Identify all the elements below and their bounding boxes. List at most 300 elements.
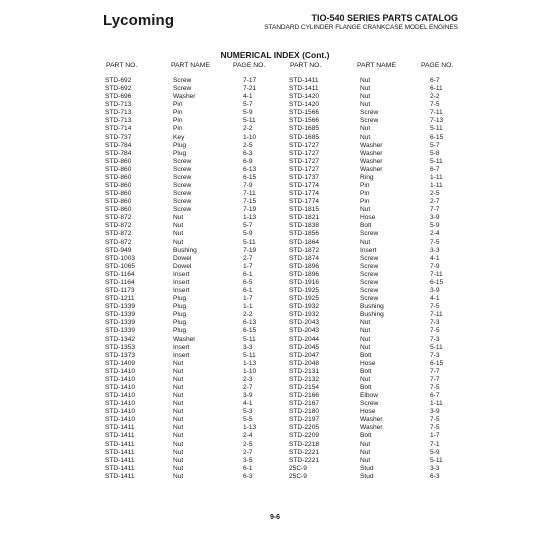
- table-row: [0, 77, 550, 85]
- part-name-cell: Pin: [360, 198, 370, 206]
- part-name-cell: Nut: [360, 319, 371, 327]
- part-no-cell: STD-1815: [289, 206, 320, 214]
- page-no-cell: 1-11: [430, 182, 443, 190]
- part-name-cell: Nut: [360, 206, 371, 214]
- table-row: [0, 424, 550, 432]
- page-no-cell: 4-1: [430, 254, 440, 262]
- part-no-cell: STD-1727: [289, 165, 320, 173]
- part-name-cell: Insert: [173, 278, 190, 286]
- part-name-cell: Elbow: [360, 392, 378, 400]
- part-name-cell: Nut: [173, 367, 184, 375]
- part-name-cell: Insert: [173, 287, 190, 295]
- part-name-cell: Washer: [360, 424, 383, 432]
- part-name-cell: Screw: [360, 262, 379, 270]
- part-name-cell: Plug: [173, 327, 187, 335]
- table-row: [0, 392, 550, 400]
- part-no-cell: STD-1420: [289, 93, 320, 101]
- catalog-subtitle: STANDARD CYLINDER FLANGE CRANKCASE MODEL ENGINES: [264, 24, 458, 31]
- part-name-cell: Screw: [173, 173, 192, 181]
- table-row: [0, 336, 550, 344]
- part-name-cell: Nut: [173, 408, 184, 416]
- page-no-cell: 5-11: [243, 351, 256, 359]
- part-name-cell: Nut: [173, 222, 184, 230]
- part-name-cell: Nut: [173, 432, 184, 440]
- column-header: PART NAME: [171, 62, 210, 69]
- page-no-cell: 3-5: [243, 456, 253, 464]
- part-no-cell: STD-860: [105, 206, 132, 214]
- part-no-cell: STD-784: [105, 141, 132, 149]
- table-row: [0, 158, 550, 166]
- part-name-cell: Nut: [173, 464, 184, 472]
- part-name-cell: Nut: [173, 400, 184, 408]
- part-no-cell: STD-1339: [105, 311, 136, 319]
- part-no-cell: STD-2048: [289, 359, 320, 367]
- page-no-cell: 7-11: [430, 311, 443, 319]
- part-no-cell: STD-1411: [105, 456, 135, 464]
- page-no-cell: 7-9: [243, 182, 253, 190]
- part-no-cell: STD-1373: [105, 351, 136, 359]
- page-no-cell: 7-5: [430, 424, 440, 432]
- part-name-cell: Nut: [360, 77, 371, 84]
- section-title: NUMERICAL INDEX (Cont.): [220, 50, 330, 60]
- part-no-cell: STD-1164: [105, 270, 135, 278]
- part-no-cell: STD-696: [105, 93, 132, 101]
- page-no-cell: 7-7: [430, 367, 440, 375]
- part-no-cell: STD-714: [105, 125, 132, 133]
- part-name-cell: Nut: [360, 93, 371, 101]
- page-no-cell: 7-11: [430, 270, 443, 278]
- page-no-cell: 2-7: [430, 198, 440, 206]
- table-row: [0, 255, 550, 263]
- page-no-cell: 2-2: [243, 311, 253, 319]
- part-name-cell: Screw: [360, 230, 379, 238]
- part-name-cell: Nut: [360, 456, 371, 464]
- page-no-cell: 2-2: [243, 125, 253, 133]
- part-no-cell: STD-1774: [289, 190, 320, 198]
- column-header: PART NO.: [106, 62, 138, 69]
- part-no-cell: STD-1420: [289, 101, 320, 109]
- page-no-cell: 7-17: [243, 77, 257, 84]
- part-name-cell: Screw: [173, 157, 192, 165]
- table-row: [0, 166, 550, 174]
- page-no-cell: 5-9: [430, 448, 440, 456]
- page-no-cell: 3-3: [430, 464, 440, 472]
- table-row: [0, 319, 550, 327]
- part-no-cell: STD-1411: [105, 432, 135, 440]
- page-no-cell: 6-1: [243, 464, 253, 472]
- table-row: [0, 263, 550, 271]
- part-name-cell: Nut: [360, 133, 371, 141]
- part-name-cell: Nut: [173, 359, 184, 367]
- part-name-cell: Screw: [360, 109, 379, 117]
- part-no-cell: STD-860: [105, 157, 132, 165]
- part-no-cell: STD-1410: [105, 392, 136, 400]
- table-row: [0, 441, 550, 449]
- table-row: [0, 134, 550, 142]
- part-no-cell: STD-1896: [289, 262, 320, 270]
- part-no-cell: STD-1566: [289, 117, 320, 125]
- page-no-cell: 6-7: [430, 77, 440, 84]
- page-no-cell: 5-9: [243, 109, 253, 117]
- page-no-cell: 6-11: [430, 85, 443, 93]
- part-name-cell: Insert: [173, 343, 190, 351]
- part-no-cell: 25C-9: [289, 464, 307, 472]
- part-no-cell: STD-872: [105, 214, 132, 222]
- part-name-cell: Insert: [173, 270, 190, 278]
- table-row: [0, 432, 550, 440]
- page-no-cell: 5-3: [243, 408, 253, 416]
- brand-logo-text: Lycoming: [103, 12, 175, 29]
- part-no-cell: STD-860: [105, 165, 132, 173]
- table-row: [0, 449, 550, 457]
- part-name-cell: Screw: [360, 287, 379, 295]
- page-no-cell: 5-5: [243, 416, 253, 424]
- part-no-cell: STD-1339: [105, 319, 136, 327]
- table-row: [0, 295, 550, 303]
- page-no-cell: 3-9: [243, 392, 253, 400]
- part-no-cell: STD-1685: [289, 133, 320, 141]
- page-no-cell: 1-11: [430, 173, 443, 181]
- page-number: 9-6: [269, 514, 281, 521]
- table-row: [0, 174, 550, 182]
- page-no-cell: 7-5: [430, 416, 440, 424]
- part-name-cell: Pin: [360, 190, 370, 198]
- table-row: [0, 247, 550, 255]
- page-no-cell: 7-5: [430, 101, 440, 109]
- part-name-cell: Plug: [173, 319, 187, 327]
- page-no-cell: 6-7: [430, 165, 440, 173]
- part-name-cell: Nut: [360, 335, 371, 343]
- part-no-cell: STD-872: [105, 238, 132, 246]
- page-no-cell: 7-5: [430, 383, 440, 391]
- part-name-cell: Screw: [360, 400, 379, 408]
- part-no-cell: STD-1211: [105, 295, 135, 303]
- part-name-cell: Nut: [173, 456, 184, 464]
- part-name-cell: Pin: [173, 117, 183, 125]
- part-no-cell: STD-1916: [289, 278, 320, 286]
- page-no-cell: 2-7: [243, 448, 253, 456]
- part-no-cell: STD-1727: [289, 149, 320, 157]
- page-no-cell: 1-13: [243, 359, 257, 367]
- part-no-cell: STD-1896: [289, 270, 320, 278]
- part-no-cell: STD-713: [105, 109, 132, 117]
- part-name-cell: Washer: [360, 157, 383, 165]
- part-no-cell: STD-2180: [289, 408, 320, 416]
- part-no-cell: STD-2047: [289, 351, 320, 359]
- part-no-cell: STD-2197: [289, 416, 320, 424]
- part-no-cell: STD-2221: [289, 448, 320, 456]
- page-no-cell: 6-5: [243, 278, 253, 286]
- part-name-cell: Nut: [173, 448, 184, 456]
- part-no-cell: STD-1410: [105, 375, 136, 383]
- page-no-cell: 6-13: [243, 165, 257, 173]
- page-no-cell: 3-3: [430, 246, 440, 254]
- table-row: [0, 142, 550, 150]
- part-no-cell: STD-1727: [289, 157, 320, 165]
- table-row: [0, 222, 550, 230]
- table-row: [0, 101, 550, 109]
- part-name-cell: Nut: [173, 214, 184, 222]
- table-row: [0, 190, 550, 198]
- page-no-cell: 5-7: [243, 101, 253, 109]
- part-no-cell: STD-1411: [105, 448, 135, 456]
- part-no-cell: STD-713: [105, 101, 132, 109]
- page-no-cell: 7-3: [430, 319, 440, 327]
- page-no-cell: 6-15: [430, 133, 444, 141]
- part-no-cell: STD-1925: [289, 295, 320, 303]
- part-name-cell: Screw: [173, 85, 192, 93]
- table-row: [0, 93, 550, 101]
- part-name-cell: Plug: [173, 141, 187, 149]
- table-row: [0, 214, 550, 222]
- part-name-cell: Bolt: [360, 222, 372, 230]
- table-row: [0, 457, 550, 465]
- page-no-cell: 6-15: [243, 327, 257, 335]
- page-no-cell: 7-13: [430, 117, 444, 125]
- part-no-cell: STD-1410: [105, 383, 136, 391]
- part-name-cell: Screw: [360, 278, 379, 286]
- page-no-cell: 5-11: [430, 343, 443, 351]
- page-no-cell: 6-13: [243, 319, 257, 327]
- page-no-cell: 5-11: [430, 456, 443, 464]
- page-no-cell: 6-7: [430, 392, 440, 400]
- table-row: [0, 400, 550, 408]
- table-row: [0, 408, 550, 416]
- part-name-cell: Stud: [360, 472, 374, 480]
- part-no-cell: STD-1003: [105, 254, 136, 262]
- part-name-cell: Nut: [360, 327, 371, 335]
- part-name-cell: Nut: [360, 448, 371, 456]
- page-no-cell: 1-1: [243, 303, 253, 311]
- part-name-cell: Nut: [173, 424, 184, 432]
- page-no-cell: 6-1: [243, 270, 253, 278]
- part-name-cell: Nut: [173, 230, 184, 238]
- part-no-cell: STD-1932: [289, 311, 320, 319]
- part-no-cell: STD-1353: [105, 343, 136, 351]
- table-row: [0, 109, 550, 117]
- part-no-cell: STD-1727: [289, 141, 320, 149]
- part-name-cell: Washer: [173, 93, 196, 101]
- column-header: PAGE NO.: [421, 62, 454, 69]
- part-no-cell: STD-860: [105, 198, 132, 206]
- part-name-cell: Dowel: [173, 262, 192, 270]
- page-no-cell: 3-9: [430, 287, 440, 295]
- part-no-cell: STD-1874: [289, 254, 320, 262]
- page-no-cell: 6-3: [243, 149, 253, 157]
- part-no-cell: STD-713: [105, 117, 132, 125]
- part-name-cell: Stud: [360, 464, 374, 472]
- page-no-cell: 3-9: [430, 408, 440, 416]
- part-name-cell: Nut: [173, 416, 184, 424]
- table-row: [0, 117, 550, 125]
- part-name-cell: Pin: [173, 125, 183, 133]
- page-no-cell: 4-1: [243, 400, 253, 408]
- part-name-cell: Pin: [360, 182, 370, 190]
- catalog-title: TIO-540 SERIES PARTS CATALOG: [311, 13, 458, 23]
- part-name-cell: Nut: [360, 343, 371, 351]
- page-no-cell: 6-9: [243, 157, 253, 165]
- page-no-cell: 7-5: [430, 303, 440, 311]
- part-name-cell: Hose: [360, 359, 376, 367]
- page-no-cell: 6-15: [430, 359, 444, 367]
- page-no-cell: 7-19: [243, 206, 257, 214]
- table-row: [0, 376, 550, 384]
- page-no-cell: 2-5: [430, 190, 440, 198]
- page-no-cell: 6-15: [430, 278, 444, 286]
- page-no-cell: 7-7: [430, 375, 440, 383]
- page-no-cell: 7-21: [243, 85, 257, 93]
- part-no-cell: STD-1410: [105, 367, 136, 375]
- part-no-cell: STD-1411: [105, 464, 135, 472]
- part-name-cell: Washer: [360, 149, 383, 157]
- page-no-cell: 7-19: [243, 246, 257, 254]
- table-row: [0, 384, 550, 392]
- page-no-cell: 6-15: [243, 173, 257, 181]
- part-name-cell: Nut: [360, 440, 371, 448]
- part-no-cell: STD-2166: [289, 392, 320, 400]
- page-no-cell: 7-11: [430, 109, 443, 117]
- part-name-cell: Screw: [173, 190, 192, 198]
- part-name-cell: Nut: [173, 375, 184, 383]
- part-no-cell: STD-1838: [289, 222, 320, 230]
- part-name-cell: Nut: [360, 375, 371, 383]
- part-name-cell: Bolt: [360, 351, 372, 359]
- part-no-cell: STD-2205: [289, 424, 320, 432]
- part-no-cell: STD-737: [105, 133, 132, 141]
- page-no-cell: 6-1: [243, 287, 253, 295]
- index-table: [0, 77, 550, 481]
- page-no-cell: 2-3: [243, 375, 253, 383]
- part-name-cell: Plug: [173, 311, 187, 319]
- table-row: [0, 230, 550, 238]
- part-name-cell: Screw: [360, 270, 379, 278]
- part-name-cell: Nut: [173, 472, 184, 480]
- column-header: PART NO.: [290, 62, 322, 69]
- part-no-cell: STD-1409: [105, 359, 136, 367]
- part-name-cell: Screw: [360, 254, 379, 262]
- part-name-cell: Nut: [173, 238, 184, 246]
- part-name-cell: Dowel: [173, 254, 192, 262]
- column-header: PAGE NO.: [233, 62, 266, 69]
- table-row: [0, 182, 550, 190]
- part-no-cell: STD-1821: [289, 214, 320, 222]
- page-no-cell: 5-7: [430, 141, 440, 149]
- column-header: PART NAME: [357, 62, 396, 69]
- part-no-cell: STD-860: [105, 182, 132, 190]
- part-name-cell: Screw: [173, 77, 192, 84]
- part-no-cell: STD-1339: [105, 303, 136, 311]
- part-name-cell: Hose: [360, 214, 376, 222]
- table-row: [0, 303, 550, 311]
- part-no-cell: STD-1566: [289, 109, 320, 117]
- part-name-cell: Bushing: [360, 311, 384, 319]
- part-no-cell: STD-1737: [289, 173, 320, 181]
- page-no-cell: 1-13: [243, 424, 257, 432]
- part-name-cell: Bushing: [360, 303, 384, 311]
- table-row: [0, 344, 550, 352]
- part-no-cell: STD-2209: [289, 432, 320, 440]
- page-no-cell: 5-11: [430, 125, 443, 133]
- part-name-cell: Nut: [360, 85, 371, 93]
- part-name-cell: Plug: [173, 303, 187, 311]
- page-no-cell: 7-11: [243, 190, 256, 198]
- part-name-cell: Screw: [360, 117, 379, 125]
- part-name-cell: Washer: [360, 165, 383, 173]
- part-no-cell: STD-1856: [289, 230, 320, 238]
- page-no-cell: 5-9: [243, 230, 253, 238]
- page-no-cell: 7-7: [430, 206, 440, 214]
- part-no-cell: STD-692: [105, 85, 132, 93]
- page-no-cell: 1-10: [243, 367, 257, 375]
- page-no-cell: 7-3: [430, 335, 440, 343]
- part-no-cell: STD-860: [105, 173, 132, 181]
- part-name-cell: Insert: [360, 246, 377, 254]
- part-no-cell: STD-1410: [105, 408, 136, 416]
- part-name-cell: Nut: [360, 238, 371, 246]
- page-no-cell: 2-5: [243, 141, 253, 149]
- part-no-cell: STD-1164: [105, 278, 135, 286]
- part-name-cell: Nut: [360, 125, 371, 133]
- table-row: [0, 368, 550, 376]
- part-no-cell: STD-1339: [105, 327, 136, 335]
- part-no-cell: STD-1411: [289, 85, 319, 93]
- part-no-cell: STD-1342: [105, 335, 136, 343]
- page-no-cell: 5-8: [430, 149, 440, 157]
- page-no-cell: 7-1: [430, 440, 440, 448]
- page-no-cell: 5-9: [430, 222, 440, 230]
- part-name-cell: Bolt: [360, 367, 372, 375]
- part-name-cell: Washer: [360, 141, 383, 149]
- part-no-cell: STD-784: [105, 149, 132, 157]
- table-row: [0, 279, 550, 287]
- table-row: [0, 125, 550, 133]
- table-row: [0, 360, 550, 368]
- part-no-cell: STD-2043: [289, 327, 320, 335]
- page-no-cell: 7-15: [243, 198, 257, 206]
- part-name-cell: Bolt: [360, 383, 372, 391]
- page-no-cell: 2-7: [243, 383, 253, 391]
- page-no-cell: 7-3: [430, 351, 440, 359]
- table-row: [0, 271, 550, 279]
- page-no-cell: 2-4: [430, 230, 440, 238]
- part-name-cell: Screw: [360, 295, 379, 303]
- table-row: [0, 465, 550, 473]
- table-row: [0, 239, 550, 247]
- page-no-cell: 7-5: [430, 238, 440, 246]
- page-no-cell: 5-11: [430, 157, 443, 165]
- table-row: [0, 85, 550, 93]
- page-no-cell: 7-5: [430, 327, 440, 335]
- part-name-cell: Ring: [360, 173, 374, 181]
- part-no-cell: STD-1410: [105, 400, 136, 408]
- part-no-cell: STD-1685: [289, 125, 320, 133]
- part-no-cell: STD-872: [105, 222, 132, 230]
- part-name-cell: Plug: [173, 149, 187, 157]
- page-no-cell: 1-7: [430, 432, 440, 440]
- table-row: [0, 473, 550, 481]
- part-no-cell: STD-2154: [289, 383, 320, 391]
- part-no-cell: STD-1925: [289, 287, 320, 295]
- page-no-cell: 2-2: [430, 93, 440, 101]
- page-no-cell: 6-3: [243, 472, 253, 480]
- part-name-cell: Nut: [360, 101, 371, 109]
- page-no-cell: 7-9: [430, 262, 440, 270]
- page-no-cell: 5-7: [243, 222, 253, 230]
- page-no-cell: 2-4: [243, 432, 253, 440]
- part-no-cell: STD-1774: [289, 198, 320, 206]
- table-row: [0, 150, 550, 158]
- page-no-cell: 5-11: [243, 117, 256, 125]
